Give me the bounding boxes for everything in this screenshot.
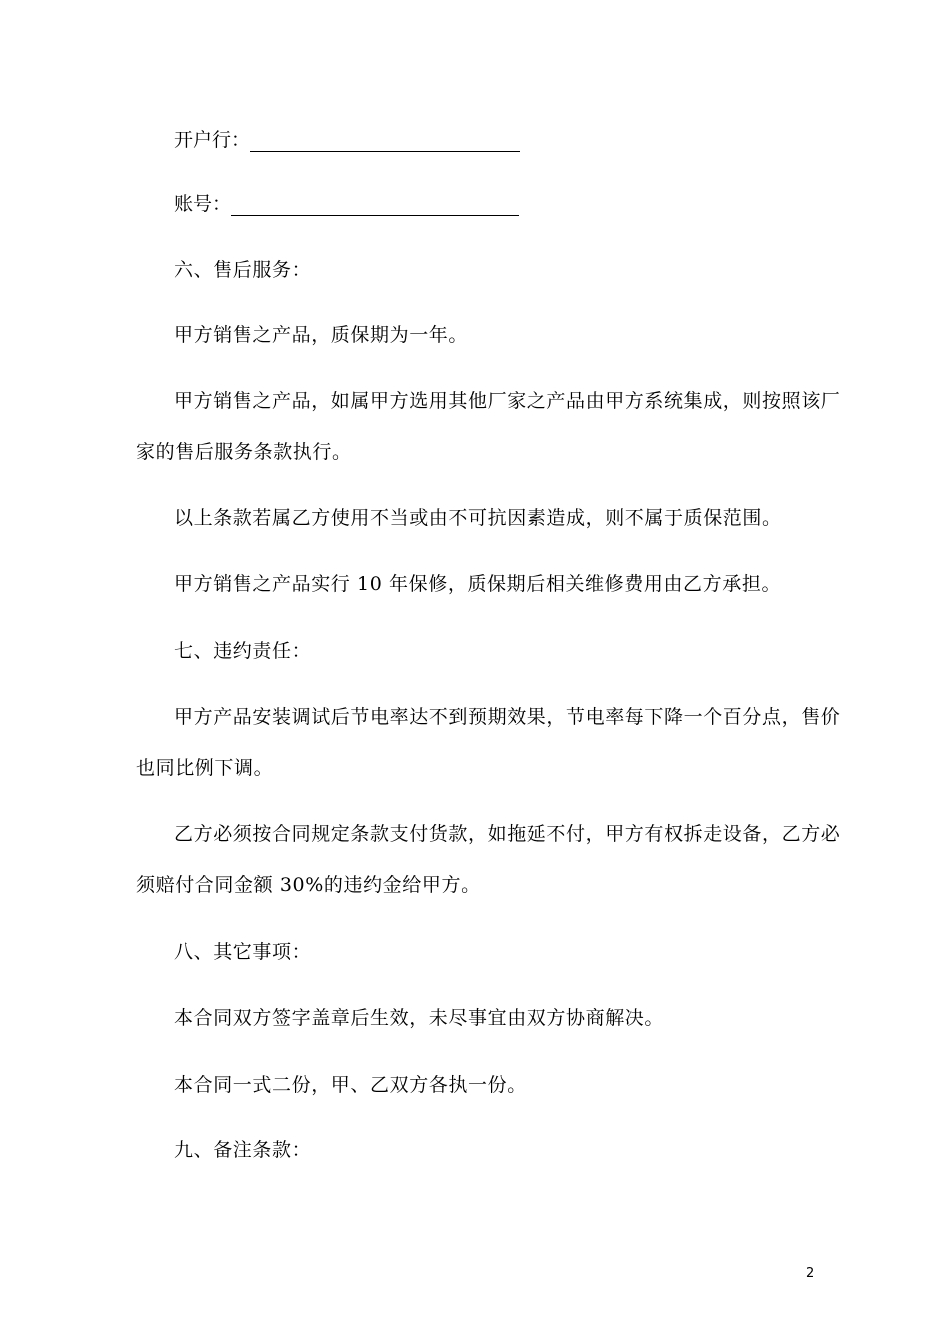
- bank-field: [174, 128, 520, 152]
- section-heading-other: 八、其它事项：: [174, 941, 312, 963]
- account-label: 账号：: [174, 193, 232, 215]
- paragraph: 以上条款若属乙方使用不当或由不可抗因素造成，则不属于质保范围。: [174, 507, 782, 529]
- paragraph: 甲方销售之产品，质保期为一年。: [174, 324, 469, 346]
- paragraph: 乙方必须按合同规定条款支付货款，如拖延不付，甲方有权拆走设备，乙方必: [174, 823, 841, 845]
- account-blank: [231, 195, 519, 216]
- paragraph-continuation: 家的售后服务条款执行。: [136, 441, 352, 463]
- page-number: 2: [806, 1266, 815, 1281]
- paragraph: 本合同双方签字盖章后生效，未尽事宜由双方协商解决。: [174, 1007, 665, 1029]
- section-heading-remarks: 九、备注条款：: [174, 1139, 312, 1161]
- paragraph: 本合同一式二份，甲、乙双方各执一份。: [174, 1074, 527, 1096]
- bank-label: 开户行：: [174, 129, 251, 151]
- paragraph-continuation: 也同比例下调。: [136, 757, 274, 779]
- paragraph: 甲方销售之产品实行 10 年保修，质保期后相关维修费用由乙方承担。: [174, 573, 782, 595]
- paragraph: 甲方产品安装调试后节电率达不到预期效果，节电率每下降一个百分点，售价: [174, 706, 841, 728]
- section-heading-breach: 七、违约责任：: [174, 640, 312, 662]
- bank-blank: [250, 131, 520, 152]
- section-heading-after-sales: 六、售后服务：: [174, 259, 312, 281]
- paragraph: 甲方销售之产品，如属甲方选用其他厂家之产品由甲方系统集成，则按照该厂: [174, 390, 841, 412]
- account-field: [174, 192, 519, 216]
- paragraph-continuation: 须赔付合同金额 30%的违约金给甲方。: [136, 874, 481, 896]
